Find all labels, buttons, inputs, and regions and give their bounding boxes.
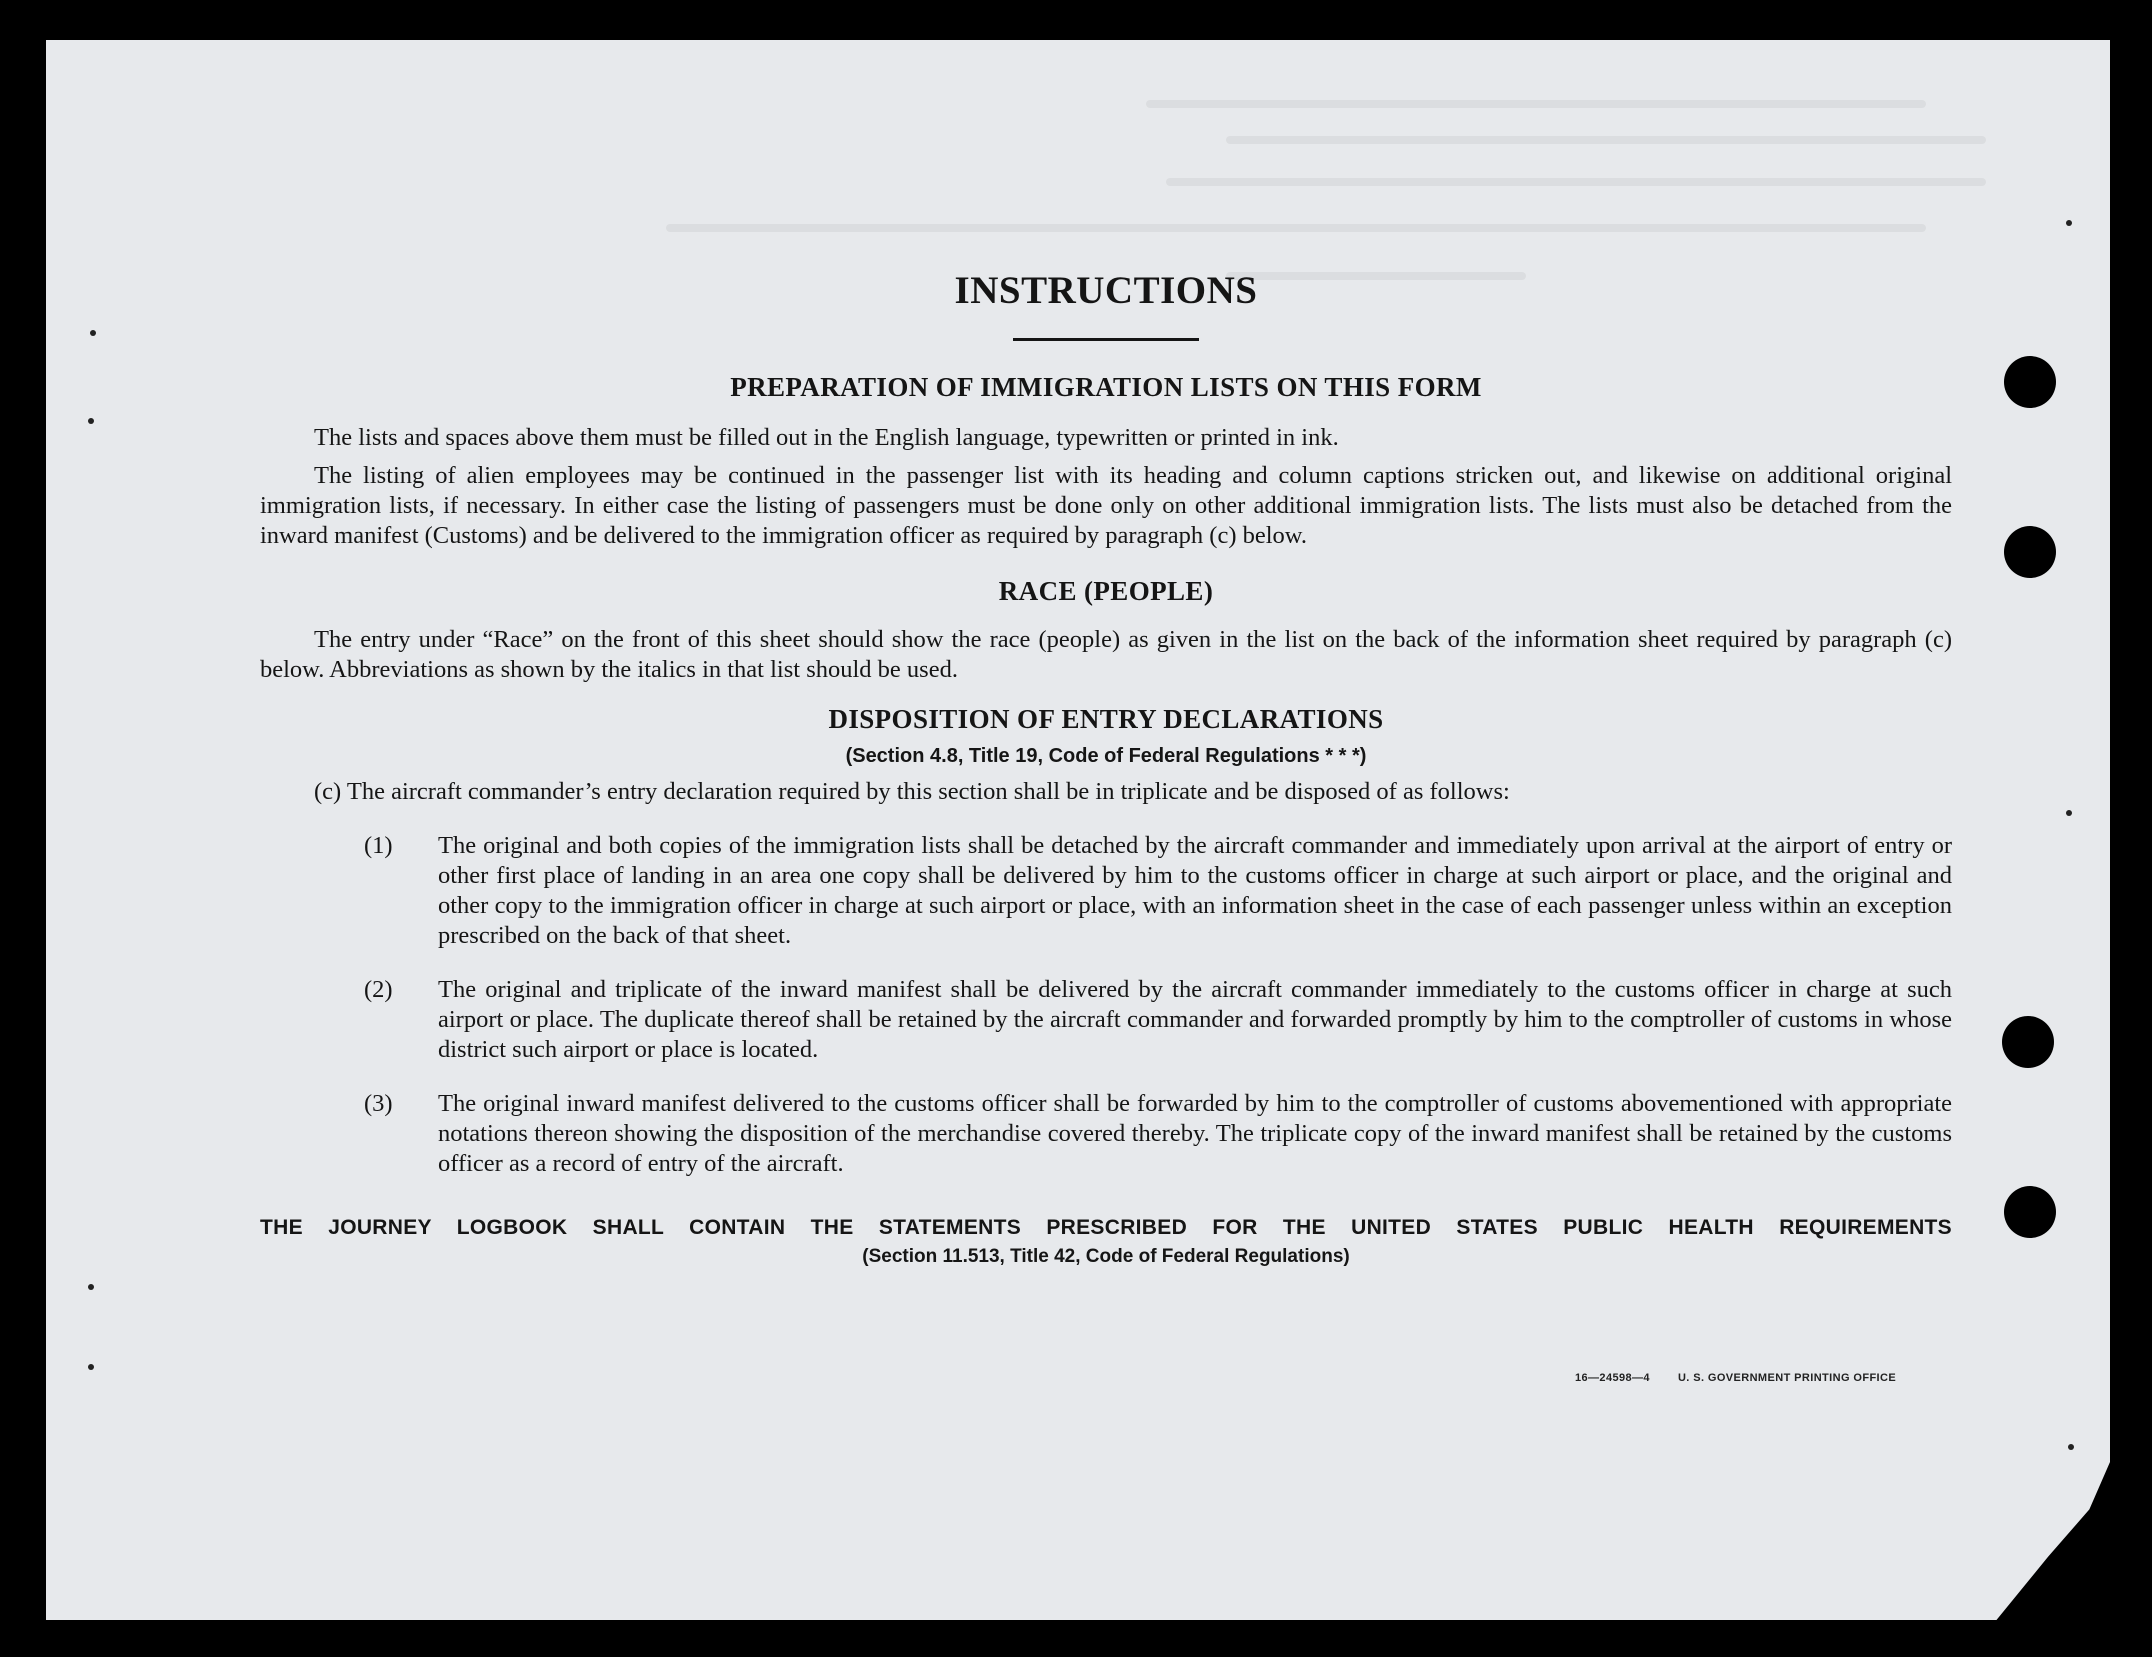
disposition-item: [260, 831, 1952, 951]
disposition-intro: (c) The aircraft commander’s entry declaration required by this section shall be in triplicate and be disposed of as follows:: [314, 778, 1510, 805]
page-title: INSTRUCTIONS: [954, 269, 1258, 312]
item-number: (1): [364, 832, 393, 859]
race-heading: RACE (PEOPLE): [998, 576, 1214, 606]
show-through-line: [1146, 100, 1926, 108]
disposition-item: [260, 975, 1952, 1065]
speck: [2066, 810, 2072, 816]
disposition-item: [260, 1089, 1952, 1179]
race-paragraph: The entry under “Race” on the front of this sheet should show the race (people) as given in the list on the back of the information sheet required by paragraph (c) below. Abbreviations as shown by the italics in that list should be used.: [260, 626, 1952, 683]
punch-hole: [2004, 1186, 2056, 1238]
speck: [90, 330, 96, 336]
disposition-citation: (Section 4.8, Title 19, Code of Federal Regulations * * *): [845, 745, 1367, 767]
item-text: The original and both copies of the immigration lists shall be detached by the aircraft commander and immediately upon arrival at the airport of entry or other first place of landing in an area one copy shall be delivered by him to the customs officer in charge at such airport or place, and the original and other copy to the immigration officer in charge at such airport or place, with an information sheet in the case of each passenger unless within an exception prescribed on the back of that sheet.: [438, 832, 1952, 949]
punch-hole: [2002, 1016, 2054, 1068]
logbook-statement: THE JOURNEY LOGBOOK SHALL CONTAIN THE STATEMENTS PRESCRIBED FOR THE UNITED STATES PUBLIC HEALTH REQUIREMENTS: [260, 1216, 1952, 1239]
form-code: 16—24598—4: [1575, 1372, 1650, 1384]
preparation-paragraph-2: The listing of alien employees may be continued in the passenger list with its heading and column captions stricken out, and likewise on additional original immigration lists, if necessary. In either case the listing of passengers must be done only on other additional immigration lists. The lists must also be detached from the inward manifest (Customs) and be delivered to the immigration officer as required by paragraph (c) below.: [260, 462, 1952, 549]
show-through-line: [1166, 178, 1986, 186]
speck: [88, 1284, 94, 1290]
item-number: (3): [364, 1090, 393, 1117]
preparation-paragraph-1: The lists and spaces above them must be filled out in the English language, typewritten or printed in ink.: [314, 424, 1339, 451]
logbook-citation: (Section 11.513, Title 42, Code of Federal Regulations): [862, 1246, 1350, 1267]
printer-mark: [1575, 1372, 1896, 1384]
printing-office: U. S. GOVERNMENT PRINTING OFFICE: [1677, 1372, 1897, 1384]
item-text: The original inward manifest delivered to the customs officer shall be forwarded by him to the comptroller of customs abovementioned with appropriate notations thereon showing the disposition of the merchandise covered thereby. The triplicate copy of the inward manifest shall be retained by the customs officer as a record of entry of the aircraft.: [438, 1090, 1952, 1177]
title-underline: [1013, 338, 1199, 341]
speck: [2068, 1444, 2074, 1450]
punch-hole: [2004, 356, 2056, 408]
preparation-heading: PREPARATION OF IMMIGRATION LISTS ON THIS FORM: [730, 372, 1482, 402]
item-text: The original and triplicate of the inward manifest shall be delivered by the aircraft commander immediately to the customs officer in charge at such airport or place. The duplicate thereof shall be retained by the aircraft commander and forwarded promptly by him to the comptroller of customs in whose district such airport or place is located.: [438, 976, 1952, 1063]
speck: [88, 418, 94, 424]
show-through-line: [1226, 136, 1986, 144]
instructions-document: [260, 260, 1952, 1271]
speck: [2066, 220, 2072, 226]
punch-hole: [2004, 526, 2056, 578]
disposition-heading: DISPOSITION OF ENTRY DECLARATIONS: [828, 704, 1384, 734]
speck: [88, 1364, 94, 1370]
item-number: (2): [364, 976, 393, 1003]
show-through-line: [666, 224, 1926, 232]
